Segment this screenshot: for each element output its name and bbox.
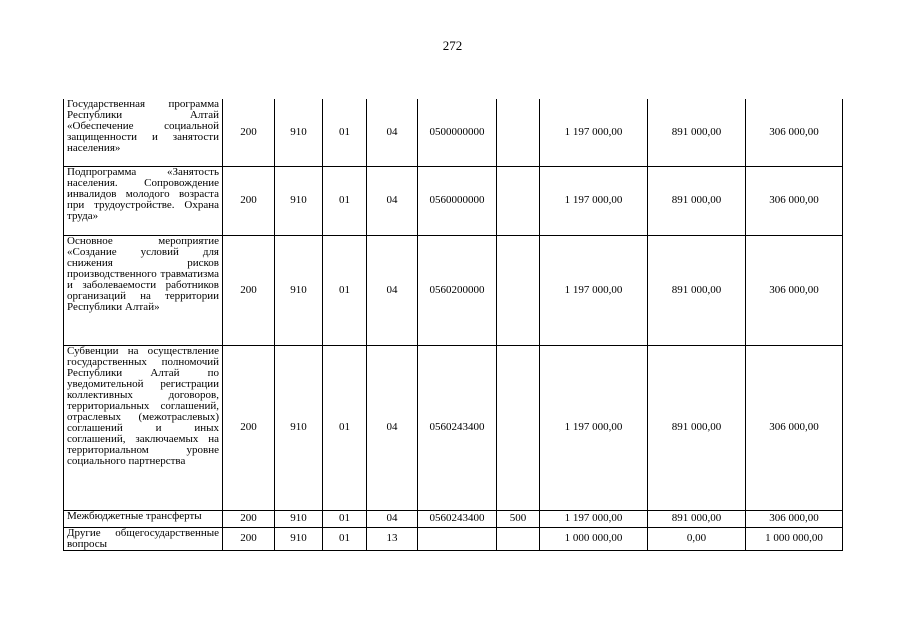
cell-code: 910 [275,235,323,345]
cell-section: 01 [323,510,367,527]
cell-amount-3: 306 000,00 [746,345,843,510]
cell-ministry: 200 [223,99,275,166]
row-name: Основное мероприятие «Создание условий для снижения рисков производственного травматизма и заболеваемости работников организаций на территории Республики Алтай» [67,234,219,313]
row-name-cell [64,166,223,235]
table-row [64,345,843,510]
cell-amount-3: 306 000,00 [746,99,843,166]
cell-vr [497,99,540,166]
cell-amount-total: 1 197 000,00 [540,99,648,166]
cell-amount-3: 306 000,00 [746,510,843,527]
cell-amount-3: 1 000 000,00 [746,527,843,550]
row-name: Другие общегосударственные вопросы [67,526,219,550]
cell-target: 0560000000 [418,166,497,235]
cell-amount-total: 1 197 000,00 [540,235,648,345]
table-row [64,510,843,527]
table-row [64,166,843,235]
table-row [64,527,843,550]
cell-target [418,527,497,550]
cell-vr [497,527,540,550]
cell-amount-total: 1 197 000,00 [540,345,648,510]
cell-amount-2: 891 000,00 [648,345,746,510]
row-name-cell [64,527,223,550]
cell-code: 910 [275,166,323,235]
cell-target: 0560243400 [418,510,497,527]
cell-vr [497,345,540,510]
table-row [64,99,843,166]
cell-amount-2: 0,00 [648,527,746,550]
cell-ministry: 200 [223,235,275,345]
cell-vr [497,166,540,235]
cell-section: 01 [323,235,367,345]
cell-amount-2: 891 000,00 [648,235,746,345]
row-name: Подпрограмма «Занятость населения. Сопровождение инвалидов молодого возраста при трудоустройстве. Охрана труда» [67,165,219,222]
row-name-cell [64,345,223,510]
row-name-cell [64,99,223,166]
cell-subsection: 04 [367,510,418,527]
cell-subsection: 04 [367,235,418,345]
row-name: Межбюджетные трансферты [67,509,202,522]
row-name: Субвенции на осуществление государственных полномочий Республики Алтай по уведомительной регистрации коллективных договоров, территориальных соглашений, отраслевых (межотраслевых) соглашений и иных соглашений, заключаемых на территориальном уровне социального партнерства [67,344,219,467]
cell-target: 0560243400 [418,345,497,510]
cell-target: 0500000000 [418,99,497,166]
cell-section: 01 [323,527,367,550]
cell-subsection: 04 [367,99,418,166]
cell-subsection: 04 [367,166,418,235]
cell-amount-2: 891 000,00 [648,166,746,235]
cell-section: 01 [323,166,367,235]
table-row [64,235,843,345]
row-name-cell [64,235,223,345]
cell-subsection: 04 [367,345,418,510]
cell-code: 910 [275,527,323,550]
cell-subsection: 13 [367,527,418,550]
budget-table [63,99,843,551]
cell-amount-total: 1 197 000,00 [540,510,648,527]
cell-amount-3: 306 000,00 [746,235,843,345]
cell-vr: 500 [497,510,540,527]
row-name-cell [64,510,223,527]
budget-table-body [64,99,843,550]
cell-section: 01 [323,345,367,510]
cell-amount-3: 306 000,00 [746,166,843,235]
cell-code: 910 [275,510,323,527]
cell-ministry: 200 [223,510,275,527]
cell-amount-total: 1 000 000,00 [540,527,648,550]
cell-ministry: 200 [223,345,275,510]
cell-code: 910 [275,345,323,510]
page-number: 272 [442,38,463,53]
cell-amount-2: 891 000,00 [648,510,746,527]
row-name: Государственная программа Республики Алтай «Обеспечение социальной защищенности и занятости населения» [67,98,219,154]
cell-code: 910 [275,99,323,166]
cell-target: 0560200000 [418,235,497,345]
cell-amount-total: 1 197 000,00 [540,166,648,235]
cell-ministry: 200 [223,166,275,235]
cell-amount-2: 891 000,00 [648,99,746,166]
cell-vr [497,235,540,345]
cell-ministry: 200 [223,527,275,550]
cell-section: 01 [323,99,367,166]
